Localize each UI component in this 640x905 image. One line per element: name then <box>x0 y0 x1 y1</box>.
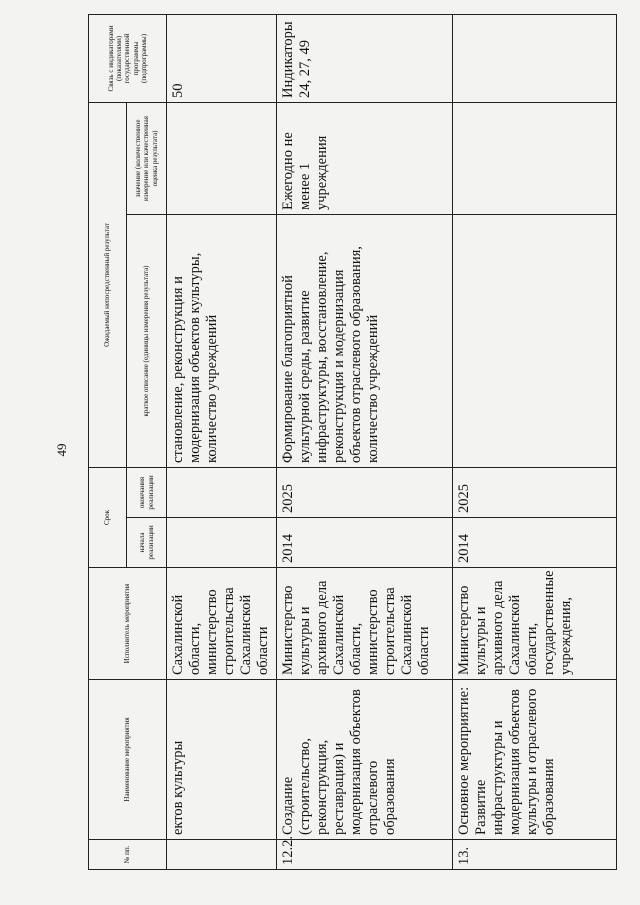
header-result: Ожидаемый непосредственный результат <box>89 102 127 467</box>
cell-end: 2025 <box>453 467 617 517</box>
cell-num <box>167 840 277 870</box>
cell-start: 2014 <box>453 518 617 568</box>
cell-name: Создание (строительство, реконструкция, реставрация) и модернизация объектов отраслевого образования <box>277 680 453 840</box>
cell-executor: Министерство культуры и архивного дела Сахалинской области, министерство строительства Сахалинской области <box>277 568 453 680</box>
rotated-table-page <box>88 15 613 870</box>
header-num: № пп. <box>89 840 167 870</box>
cell-executor: Министерство культуры и архивного дела Сахалинской области, государственные учреждения, <box>453 568 617 680</box>
cell-value <box>453 102 617 214</box>
cell-value <box>167 102 277 214</box>
header-executor: Исполнитель мероприятия <box>89 568 167 680</box>
cell-value: Ежегодно не менее 1 учреждения <box>277 102 453 214</box>
header-term-start: начала реализации <box>127 518 167 568</box>
cell-executor: Сахалинской области, министерство строительства Сахалинской области <box>167 568 277 680</box>
measures-table <box>88 14 617 870</box>
cell-name: Основное мероприятие: Развитие инфраструктуры и модернизация объектов культуры и отраслевого образования <box>453 680 617 840</box>
header-name: Наименование мероприятия <box>89 680 167 840</box>
header-indicator-link: Связь с индикаторами (показателями) государственной программы (подпрограммы) <box>89 14 167 102</box>
cell-start: 2014 <box>277 518 453 568</box>
cell-num: 13. <box>453 840 617 870</box>
cell-link: Индикаторы 24, 27, 49 <box>277 14 453 102</box>
cell-desc: становление, реконструкция и модернизация объектов культуры, количество учреждений <box>167 214 277 467</box>
cell-name: ектов культуры <box>167 680 277 840</box>
page-number: 49 <box>54 443 69 457</box>
table-row <box>167 14 277 869</box>
cell-desc <box>453 214 617 467</box>
cell-link <box>453 14 617 102</box>
cell-desc: Формирование благоприятной культурной среды, развитие инфраструктуры, восстановление, реконструкция и модернизация объектов отраслевого образования, количество учреждений <box>277 214 453 467</box>
cell-start <box>167 518 277 568</box>
cell-end: 2025 <box>277 467 453 517</box>
header-result-value: значение (количественное измерение или качественная оценка результата) <box>127 102 167 214</box>
cell-end <box>167 467 277 517</box>
header-term: Срок <box>89 467 127 567</box>
header-row-1 <box>89 14 127 869</box>
header-term-end: окончания реализации <box>127 467 167 517</box>
table-row <box>277 14 453 869</box>
table-row <box>453 14 617 869</box>
cell-num: 12.2. <box>277 840 453 870</box>
cell-link: 50 <box>167 14 277 102</box>
header-result-desc: краткое описание (единицы измерения результата) <box>127 214 167 467</box>
